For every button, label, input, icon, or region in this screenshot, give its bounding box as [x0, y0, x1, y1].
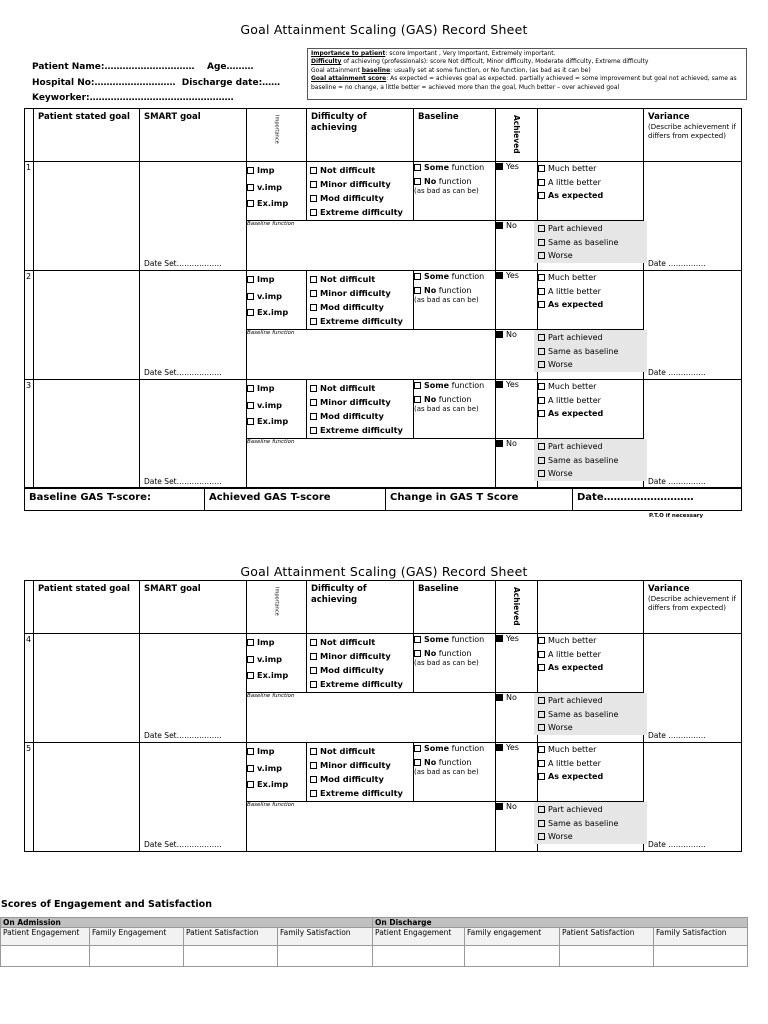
worse-options [538, 330, 644, 380]
date-set[interactable]: Date Set……………… [144, 840, 222, 849]
checkbox-icon [538, 383, 545, 390]
checkbox-icon [538, 274, 545, 281]
patient-name-field[interactable]: Patient Name:………………………… [32, 62, 195, 72]
outcome-option[interactable]: Same as baseline [538, 708, 647, 722]
patient-info [32, 60, 280, 107]
difficulty-options [307, 162, 414, 221]
checkbox-icon [247, 200, 254, 207]
date-set[interactable]: Date Set……………… [144, 259, 222, 268]
outcome-option[interactable]: Part achieved [538, 222, 647, 236]
age-field[interactable]: Age……… [207, 62, 254, 72]
legend-importance-label: Importance to patient [311, 50, 386, 57]
difficulty-options [307, 743, 414, 802]
baseline-some-option[interactable]: Some function [414, 634, 495, 645]
score-cell[interactable] [1, 946, 90, 967]
goal-number: 5 [26, 744, 32, 753]
difficulty-option[interactable]: Extreme difficulty [310, 786, 410, 800]
goal-number: 3 [26, 381, 32, 390]
header-smart-goal: SMART goal [140, 581, 247, 634]
page-title: Goal Attainment Scaling (GAS) Record Sheet [240, 22, 528, 37]
checkbox-icon [496, 440, 503, 447]
checkbox-icon [310, 318, 317, 325]
score-cell[interactable] [654, 946, 748, 967]
checkbox-icon [310, 276, 317, 283]
score-cell[interactable] [560, 946, 654, 967]
goal-row [25, 380, 742, 439]
achieved-no[interactable]: No [496, 439, 538, 489]
change-t-score[interactable]: Change in GAS T Score [386, 488, 573, 510]
checkbox-icon [538, 724, 545, 731]
col-header: Family engagement [465, 928, 560, 946]
score-cell[interactable] [184, 946, 278, 967]
goal-number: 4 [26, 635, 32, 644]
importance-option[interactable]: Ex.imp [247, 195, 306, 212]
checkbox-icon [496, 635, 503, 642]
outcome-option[interactable]: Worse [538, 249, 647, 263]
legend-score-label: Goal attainment score [311, 75, 387, 83]
page-title-2: Goal Attainment Scaling (GAS) Record Sheet [240, 564, 528, 579]
importance-option[interactable]: Ex.imp [247, 776, 306, 793]
checkbox-icon [414, 650, 421, 657]
baseline-some-option[interactable]: Some function [414, 162, 495, 173]
as-expected-option[interactable]: As expected [538, 407, 643, 421]
gas-table-1 [24, 108, 742, 489]
checkbox-icon [538, 651, 545, 658]
difficulty-option[interactable]: Not difficult [310, 163, 410, 177]
difficulty-option[interactable]: Extreme difficulty [310, 423, 410, 437]
importance-options [247, 743, 307, 802]
baseline-no-option[interactable]: No function (as bad as can be) [414, 758, 479, 776]
better-options [538, 634, 644, 693]
checkbox-icon [310, 413, 317, 420]
checkbox-icon [538, 833, 545, 840]
importance-options [247, 162, 307, 221]
baseline-options [414, 743, 496, 802]
checkbox-icon [538, 664, 545, 671]
baseline-options [414, 162, 496, 221]
goal-row [25, 634, 742, 693]
hospital-no-field[interactable]: Hospital No:……………………… [32, 77, 176, 88]
col-header: Family Satisfaction [654, 928, 748, 946]
checkbox-icon [538, 192, 545, 199]
achieved-yes[interactable]: Yes [496, 743, 538, 802]
header-achieved: Achieved [512, 115, 521, 154]
baseline-options [414, 271, 496, 330]
checkbox-icon [538, 457, 545, 464]
importance-option[interactable]: Imp [247, 162, 306, 179]
header-smart-goal: SMART goal [140, 109, 247, 162]
checkbox-icon [496, 222, 503, 229]
outcome-option[interactable]: Part achieved [538, 694, 647, 708]
goal-row [25, 162, 742, 221]
achieved-no[interactable]: No [496, 221, 538, 271]
outcome-option[interactable]: Worse [538, 830, 647, 844]
checkbox-icon [538, 252, 545, 259]
header-importance: Importance [273, 115, 280, 144]
checkbox-icon [538, 470, 545, 477]
as-expected-option[interactable]: As expected [538, 189, 643, 203]
checkbox-icon [414, 382, 421, 389]
discharge-date-field[interactable]: Discharge date:…… [181, 77, 281, 88]
variance-date[interactable]: Date …………… [648, 477, 706, 486]
checkbox-icon [247, 672, 254, 679]
achieved-t-score[interactable]: Achieved GAS T-score [205, 488, 386, 510]
difficulty-option[interactable]: Extreme difficulty [310, 677, 410, 691]
as-expected-option[interactable]: As expected [538, 298, 643, 312]
legend-importance-text: : score Important , Very Important, Extremely important. [385, 50, 556, 57]
outcome-option[interactable]: Same as baseline [538, 236, 647, 250]
col-header: Family Satisfaction [278, 928, 373, 946]
checkbox-icon [538, 773, 545, 780]
checkbox-icon [247, 781, 254, 788]
checkbox-icon [538, 225, 545, 232]
checkbox-icon [496, 744, 503, 751]
importance-option[interactable]: v.imp [247, 651, 306, 668]
importance-option[interactable]: v.imp [247, 288, 306, 305]
baseline-no-option[interactable]: No function (as bad as can be) [414, 649, 479, 667]
patient-goal-cell[interactable] [34, 271, 140, 380]
difficulty-option[interactable]: Mod difficulty [310, 409, 410, 423]
checkbox-icon [538, 410, 545, 417]
goal-number: 2 [26, 272, 32, 281]
difficulty-option[interactable]: Extreme difficulty [310, 314, 410, 328]
difficulty-options [307, 380, 414, 439]
checkbox-icon [496, 381, 503, 388]
importance-options [247, 271, 307, 330]
variance-cell[interactable] [644, 743, 742, 852]
checkbox-icon [414, 396, 421, 403]
outcome-option[interactable]: Same as baseline [538, 454, 647, 468]
checkbox-icon [310, 385, 317, 392]
checkbox-icon [414, 745, 421, 752]
achieved-yes[interactable]: Yes [496, 162, 538, 221]
checkbox-icon [310, 167, 317, 174]
importance-option[interactable]: v.imp [247, 760, 306, 777]
col-header: Family Engagement [90, 928, 184, 946]
better-options [538, 743, 644, 802]
baseline-no-option[interactable]: No function (as bad as can be) [414, 395, 479, 413]
variance-date[interactable]: Date …………… [648, 368, 706, 377]
header-patient-goal: Patient stated goal [34, 109, 140, 162]
checkbox-icon [538, 746, 545, 753]
checkbox-icon [310, 304, 317, 311]
outcome-option[interactable]: Part achieved [538, 803, 647, 817]
outcome-option[interactable]: A little better [538, 648, 643, 662]
smart-goal-cell[interactable] [140, 380, 247, 489]
gas-score-summary [24, 487, 742, 511]
outcome-option[interactable]: Part achieved [538, 331, 647, 345]
outcome-option[interactable]: A little better [538, 394, 643, 408]
worse-options [538, 221, 644, 271]
header-importance: Importance [273, 587, 280, 616]
date-set[interactable]: Date Set……………… [144, 368, 222, 377]
better-options [538, 380, 644, 439]
checkbox-icon [414, 164, 421, 171]
checkbox-icon [538, 288, 545, 295]
achieved-yes[interactable]: Yes [496, 634, 538, 693]
outcome-option[interactable]: Much better [538, 162, 643, 176]
smart-goal-cell[interactable] [140, 743, 247, 852]
as-expected-option[interactable]: As expected [538, 661, 643, 675]
baseline-function-cell[interactable]: Baseline function [247, 802, 496, 852]
baseline-some-option[interactable]: Some function [414, 380, 495, 391]
baseline-options [414, 634, 496, 693]
legend-baseline-label: baseline [361, 66, 391, 74]
smart-goal-cell[interactable] [140, 634, 247, 743]
difficulty-option[interactable]: Minor difficulty [310, 758, 410, 772]
checkbox-icon [247, 276, 254, 283]
outcome-option[interactable]: A little better [538, 176, 643, 190]
worse-options [538, 439, 644, 489]
achieved-no[interactable]: No [496, 802, 538, 852]
checkbox-icon [414, 273, 421, 280]
checkbox-icon [538, 334, 545, 341]
on-admission-header: On Admission [1, 918, 373, 928]
engagement-title: Scores of Engagement and Satisfaction [1, 899, 212, 910]
checkbox-icon [538, 361, 545, 368]
achieved-yes[interactable]: Yes [496, 380, 538, 439]
importance-option[interactable]: Imp [247, 271, 306, 288]
checkbox-icon [247, 748, 254, 755]
checkbox-icon [538, 165, 545, 172]
checkbox-icon [310, 181, 317, 188]
checkbox-icon [538, 711, 545, 718]
difficulty-option[interactable]: Mod difficulty [310, 191, 410, 205]
header-difficulty: Difficulty of achieving [307, 581, 414, 634]
checkbox-icon [247, 309, 254, 316]
checkbox-icon [538, 697, 545, 704]
goal-row [25, 271, 742, 330]
checkbox-icon [414, 287, 421, 294]
legend-difficulty-text: of achieving (professionals): score Not difficult, Minor difficulty, Moderate difficulty, Extreme difficulty [341, 58, 649, 66]
achieved-no[interactable]: No [496, 330, 538, 380]
better-options [538, 162, 644, 221]
patient-goal-cell[interactable] [34, 743, 140, 852]
variance-cell[interactable] [644, 271, 742, 380]
checkbox-icon [310, 790, 317, 797]
checkbox-icon [538, 301, 545, 308]
importance-option[interactable]: v.imp [247, 397, 306, 414]
checkbox-icon [310, 681, 317, 688]
header-achieved: Achieved [512, 587, 521, 626]
checkbox-icon [496, 803, 503, 810]
legend-baseline-pre: Goal attainment [311, 66, 362, 74]
score-cell[interactable] [90, 946, 184, 967]
patient-goal-cell[interactable] [34, 162, 140, 271]
col-header: Patient Engagement [373, 928, 465, 946]
achieved-yes[interactable]: Yes [496, 271, 538, 330]
variance-date[interactable]: Date …………… [648, 259, 706, 268]
checkbox-icon [538, 760, 545, 767]
worse-options [538, 693, 644, 743]
patient-goal-cell[interactable] [34, 634, 140, 743]
achieved-no[interactable]: No [496, 693, 538, 743]
checkbox-icon [247, 385, 254, 392]
header-difficulty: Difficulty of achieving [307, 109, 414, 162]
baseline-t-score[interactable]: Baseline GAS T-score: [25, 488, 205, 510]
checkbox-icon [310, 209, 317, 216]
header-variance: Variance (Describe achievement if differs from expected) [644, 581, 742, 634]
col-header: Patient Satisfaction [184, 928, 278, 946]
checkbox-icon [496, 272, 503, 279]
patient-goal-cell[interactable] [34, 380, 140, 489]
legend-difficulty-label: Difficulty [311, 58, 342, 66]
smart-goal-cell[interactable] [140, 271, 247, 380]
difficulty-option[interactable]: Not difficult [310, 272, 410, 286]
checkbox-icon [247, 765, 254, 772]
checkbox-icon [310, 776, 317, 783]
worse-options [538, 802, 644, 852]
baseline-some-option[interactable]: Some function [414, 743, 495, 754]
baseline-some-option[interactable]: Some function [414, 271, 495, 282]
checkbox-icon [247, 639, 254, 646]
importance-option[interactable]: Ex.imp [247, 413, 306, 430]
difficulty-option[interactable]: Minor difficulty [310, 177, 410, 191]
legend-baseline-text: : usually set at some function, or No function, (as bad as it can be) [390, 66, 591, 74]
outcome-option[interactable]: Worse [538, 721, 647, 735]
header-baseline: Baseline [414, 581, 496, 634]
smart-goal-cell[interactable] [140, 162, 247, 271]
checkbox-icon [247, 418, 254, 425]
checkbox-icon [247, 184, 254, 191]
difficulty-option[interactable]: Minor difficulty [310, 649, 410, 663]
baseline-no-option[interactable]: No function (as bad as can be) [414, 286, 479, 304]
importance-option[interactable]: Ex.imp [247, 667, 306, 684]
difficulty-option[interactable]: Not difficult [310, 744, 410, 758]
checkbox-icon [310, 748, 317, 755]
col-header: Patient Engagement [1, 928, 90, 946]
engagement-table [0, 917, 748, 967]
checkbox-icon [247, 656, 254, 663]
score-date[interactable]: Date……………………… [577, 492, 694, 503]
checkbox-icon [538, 637, 545, 644]
checkbox-icon [310, 427, 317, 434]
checkbox-icon [310, 653, 317, 660]
variance-cell[interactable] [644, 162, 742, 271]
as-expected-option[interactable]: As expected [538, 770, 643, 784]
checkbox-icon [538, 820, 545, 827]
outcome-option[interactable]: A little better [538, 757, 643, 771]
checkbox-icon [414, 759, 421, 766]
importance-option[interactable]: Ex.imp [247, 304, 306, 321]
baseline-function-cell[interactable]: Baseline function [247, 330, 496, 380]
checkbox-icon [538, 443, 545, 450]
checkbox-icon [496, 163, 503, 170]
importance-options [247, 380, 307, 439]
importance-option[interactable]: Imp [247, 743, 306, 760]
outcome-option[interactable]: Much better [538, 271, 643, 285]
header-variance: Variance (Describe achievement if differs from expected) [644, 109, 742, 162]
outcome-option[interactable]: Same as baseline [538, 345, 647, 359]
score-cell[interactable] [465, 946, 560, 967]
outcome-option[interactable]: Same as baseline [538, 817, 647, 831]
keyworker-field[interactable]: Keyworker:………………………………………… [32, 93, 234, 103]
variance-date[interactable]: Date …………… [648, 840, 706, 849]
variance-cell[interactable] [644, 380, 742, 489]
difficulty-option[interactable]: Mod difficulty [310, 772, 410, 786]
checkbox-icon [538, 239, 545, 246]
better-options [538, 271, 644, 330]
outcome-option[interactable]: Worse [538, 358, 647, 372]
checkbox-icon [247, 293, 254, 300]
baseline-function-cell[interactable]: Baseline function [247, 221, 496, 271]
variance-date[interactable]: Date …………… [648, 731, 706, 740]
checkbox-icon [538, 806, 545, 813]
date-set[interactable]: Date Set……………… [144, 731, 222, 740]
baseline-options [414, 380, 496, 439]
difficulty-option[interactable]: Not difficult [310, 381, 410, 395]
checkbox-icon [538, 397, 545, 404]
outcome-option[interactable]: Much better [538, 380, 643, 394]
difficulty-option[interactable]: Mod difficulty [310, 663, 410, 677]
checkbox-icon [496, 331, 503, 338]
legend-score-text: : As expected = achieves goal as expected. partially achieved = some improvement but goal not achieved, same as baseline = no change, a little better = achieved more than the goal, Much better – over achieved goal [311, 75, 737, 91]
checkbox-icon [310, 195, 317, 202]
checkbox-icon [310, 667, 317, 674]
col-header: Patient Satisfaction [560, 928, 654, 946]
importance-option[interactable]: v.imp [247, 179, 306, 196]
variance-cell[interactable] [644, 634, 742, 743]
difficulty-option[interactable]: Minor difficulty [310, 286, 410, 300]
date-set[interactable]: Date Set……………… [144, 477, 222, 486]
outcome-option[interactable]: Part achieved [538, 440, 647, 454]
checkbox-icon [310, 762, 317, 769]
baseline-function-cell[interactable]: Baseline function [247, 693, 496, 743]
goal-row [25, 743, 742, 802]
difficulty-option[interactable]: Minor difficulty [310, 395, 410, 409]
scoring-legend [307, 48, 747, 100]
difficulty-option[interactable]: Extreme difficulty [310, 205, 410, 219]
score-cell[interactable] [278, 946, 373, 967]
importance-option[interactable]: Imp [247, 380, 306, 397]
score-cell[interactable] [373, 946, 465, 967]
difficulty-options [307, 271, 414, 330]
checkbox-icon [414, 636, 421, 643]
checkbox-icon [538, 179, 545, 186]
outcome-option[interactable]: Much better [538, 634, 643, 648]
goal-number: 1 [26, 163, 32, 172]
checkbox-icon [310, 399, 317, 406]
outcome-option[interactable]: A little better [538, 285, 643, 299]
difficulty-options [307, 634, 414, 693]
baseline-no-option[interactable]: No function (as bad as can be) [414, 177, 479, 195]
checkbox-icon [538, 348, 545, 355]
checkbox-icon [310, 639, 317, 646]
header-baseline: Baseline [414, 109, 496, 162]
difficulty-option[interactable]: Mod difficulty [310, 300, 410, 314]
baseline-function-cell[interactable]: Baseline function [247, 439, 496, 489]
difficulty-option[interactable]: Not difficult [310, 635, 410, 649]
checkbox-icon [496, 694, 503, 701]
header-patient-goal: Patient stated goal [34, 581, 140, 634]
importance-option[interactable]: Imp [247, 634, 306, 651]
outcome-option[interactable]: Much better [538, 743, 643, 757]
checkbox-icon [247, 167, 254, 174]
checkbox-icon [310, 290, 317, 297]
on-discharge-header: On Discharge [373, 918, 748, 928]
checkbox-icon [414, 178, 421, 185]
gas-table-2 [24, 580, 742, 852]
checkbox-icon [247, 402, 254, 409]
pto-note: P.T.O if necessary [649, 513, 704, 519]
importance-options [247, 634, 307, 693]
outcome-option[interactable]: Worse [538, 467, 647, 481]
